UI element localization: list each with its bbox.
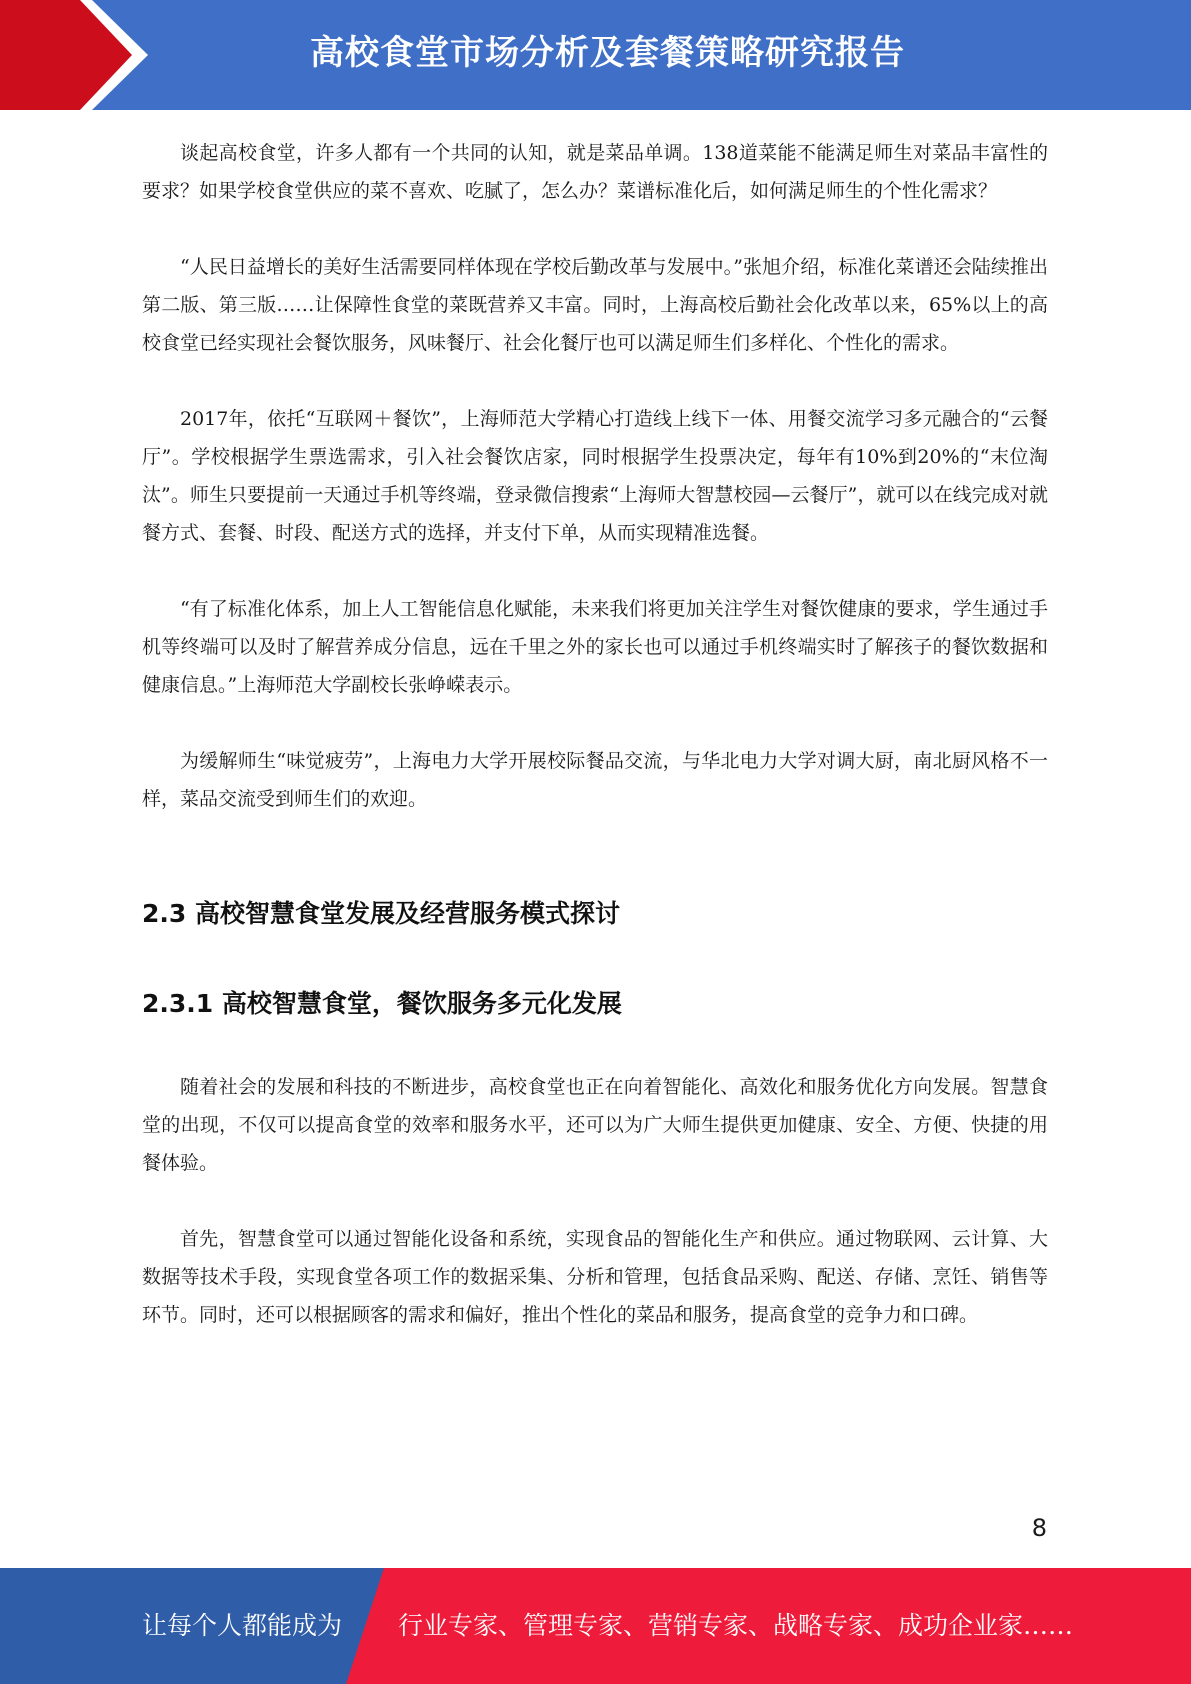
page-header xyxy=(0,0,1191,110)
report-title: 高校食堂市场分析及套餐策略研究报告 xyxy=(310,33,905,73)
section-heading-2-3: 2.3 高校智慧食堂发展及经营服务模式探讨 xyxy=(142,899,620,928)
paragraph: 2017年，依托“互联网＋餐饮”，上海师范大学精心打造线上线下一体、用餐交流学习多元融合的“云餐厅”。学校根据学生票选需求，引入社会餐饮店家，同时根据学生投票决定，每年有10%到20%的“末位淘汰”。师生只要提前一天通过手机等终端，登录微信搜索“上海师大智慧校园—云餐厅”，就可以在线完成对就餐方式、套餐、时段、配送方式的选择，并支付下单，从而实现精准选餐。 xyxy=(142,408,1048,544)
paragraph: “人民日益增长的美好生活需要同样体现在学校后勤改革与发展中。”张旭介绍，标准化菜谱还会陆续推出第二版、第三版……让保障性食堂的菜既营养又丰富。同时，上海高校后勤社会化改革以来，65%以上的高校食堂已经实现社会餐饮服务，风味餐厅、社会化餐厅也可以满足师生们多样化、个性化的需求。 xyxy=(142,256,1048,354)
paragraph: 随着社会的发展和科技的不断进步，高校食堂也正在向着智能化、高效化和服务优化方向发展。智慧食堂的出现，不仅可以提高食堂的效率和服务水平，还可以为广大师生提供更加健康、安全、方便、快捷的用餐体验。 xyxy=(142,1076,1048,1174)
footer-slogan-right: 行业专家、管理专家、营销专家、战略专家、成功企业家…… xyxy=(398,1611,1074,1640)
paragraph: 首先，智慧食堂可以通过智能化设备和系统，实现食品的智能化生产和供应。通过物联网、云计算、大数据等技术手段，实现食堂各项工作的数据采集、分析和管理，包括食品采购、配送、存储、烹饪、销售等环节。同时，还可以根据顾客的需求和偏好，推出个性化的菜品和服务，提高食堂的竞争力和口碑。 xyxy=(142,1228,1048,1326)
paragraph: 为缓解师生“味觉疲劳”，上海电力大学开展校际餐品交流，与华北电力大学对调大厨，南北厨风格不一样，菜品交流受到师生们的欢迎。 xyxy=(142,750,1048,810)
section-heading-2-3-1: 2.3.1 高校智慧食堂，餐饮服务多元化发展 xyxy=(142,989,622,1018)
footer-slogan-left: 让每个人都能成为 xyxy=(142,1611,343,1640)
main-content xyxy=(142,134,1048,1334)
page-number: 8 xyxy=(1031,1514,1047,1542)
page-footer xyxy=(0,1568,1191,1684)
paragraph: “有了标准化体系，加上人工智能信息化赋能，未来我们将更加关注学生对餐饮健康的要求，学生通过手机等终端可以及时了解营养成分信息，远在千里之外的家长也可以通过手机终端实时了解孩子的餐饮数据和健康信息。”上海师范大学副校长张峥嵘表示。 xyxy=(142,598,1048,696)
paragraph: 谈起高校食堂，许多人都有一个共同的认知，就是菜品单调。138道菜能不能满足师生对菜品丰富性的要求？如果学校食堂供应的菜不喜欢、吃腻了，怎么办？菜谱标准化后，如何满足师生的个性化需求？ xyxy=(142,142,1048,202)
